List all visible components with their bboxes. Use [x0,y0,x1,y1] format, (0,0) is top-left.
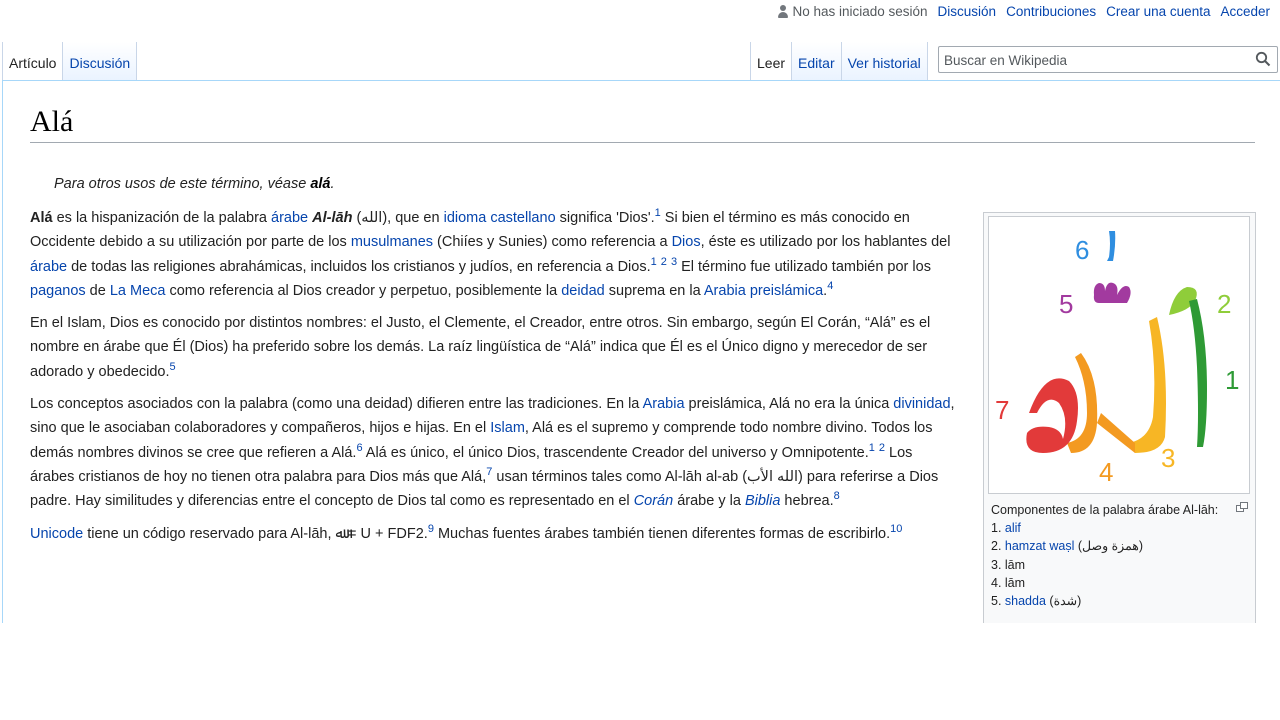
link-alif[interactable]: alif [1004,521,1021,536]
citation-2b[interactable]: 2 [878,441,886,454]
allah-components-image[interactable] [988,216,1250,494]
paragraph-2: En el Islam, Dios es conocido por distintos nombres: el Justo, el Clemente, el Creador, entre otros. Sin embargo, según El Corán, “Alá” es el nombre en árabe que Él (Dios) ha preferido sobre los demás. La raíz lingüística de “Alá” indica que Él es el Único digno y merecedor de ser adorado y obedecido.$^5$ [30,315,931,380]
hatnote: Para otros usos de este término, véase alá. [54,176,335,192]
list-item: 3. lām [991,557,1026,572]
citation-2[interactable]: 2 [660,255,667,268]
link-deidad[interactable]: deidad [561,282,605,299]
page-title: Alá [30,105,74,138]
list-item: 4. lām [991,575,1026,590]
citation-1b[interactable]: 1 [650,255,657,268]
link-arabe-2[interactable]: árabe [30,258,68,275]
search-box [938,46,1278,73]
image-number-5: 5 [1059,289,1074,319]
personal-link-login[interactable]: Acceder [1220,4,1270,19]
link-arabia[interactable]: Arabia [642,396,685,413]
not-logged-in: No has iniciado sesión [777,4,927,19]
link-idioma-castellano[interactable]: idioma castellano [443,210,556,226]
list-item: 5. shadda (شدة) [991,594,1082,609]
citation-4[interactable]: 4 [827,279,834,292]
part-3-lam [1129,317,1166,453]
article-content [2,80,1280,623]
personal-toolbar [777,4,1270,19]
view-tabs [750,42,928,80]
citation-3[interactable]: 3 [670,255,678,268]
citation-7[interactable]: 7 [486,465,493,478]
citation-8[interactable]: 8 [833,490,840,503]
enlarge-icon[interactable] [1236,502,1248,512]
image-number-1: 1 [1225,365,1240,395]
paragraph-1: Alá es la hispanización de la palabra árabe Al-lāh (الله), que en idioma castellano significa 'Dios'.$^1$ Si bien el término es más conocido en Occidente debido a su utilización por parte de los musulmanes (Chiíes y Sunies) como referencia a Dios, éste es utilizado por los hablantes del árabe de todas las religiones abrahámicas, incluidos los cristianos y judíos, en referencia a Dios.$^1$ $^2$ $^3$ El término fue utilizado también por los paganos de La Meca como referencia al Dios creador y perpetuo, posiblemente la deidad suprema en la Arabia preislámica.$^4$ [30,207,951,299]
citation-5[interactable]: 5 [169,360,176,373]
namespace-tabs [2,42,137,80]
part-5-shadda [1094,283,1131,303]
tab-edit[interactable]: Editar [792,42,842,80]
link-dios[interactable]: Dios [671,234,701,251]
image-number-6: 6 [1075,235,1090,265]
link-la-meca[interactable]: La Meca [109,282,166,299]
link-hamzat-wasl[interactable]: hamzat waṣl [1004,539,1075,554]
image-caption: Componentes de la palabra árabe Al-lāh: 1. alif 2. hamzat waṣl (همزة وصل) 3. lām 4. lām 5. shadda (شدة) [991,501,1221,610]
link-unicode[interactable]: Unicode [30,525,84,542]
infobox [983,212,1256,623]
citation-9[interactable]: 9 [427,522,434,535]
components-list [991,519,1221,610]
link-musulmanes[interactable]: musulmanes [350,234,434,251]
citation-10[interactable]: 10 [890,522,903,535]
image-number-2: 2 [1217,289,1232,319]
tab-discussion[interactable]: Discusión [63,42,137,80]
tab-article[interactable]: Artículo [2,42,63,80]
allah-calligraphy-illustration [989,217,1249,493]
link-arabe[interactable]: árabe [271,210,309,226]
citation-1[interactable]: 1 [654,207,661,219]
tab-history[interactable]: Ver historial [842,42,928,80]
list-item: 2. hamzat waṣl (همزة وصل) [991,539,1144,554]
citation-6[interactable]: 6 [356,441,363,454]
image-number-4: 4 [1099,457,1114,487]
link-coran[interactable]: Corán [633,493,674,510]
tab-read[interactable]: Leer [750,42,792,80]
article-body [30,206,960,554]
link-divinidad[interactable]: divinidad [893,396,951,413]
title-divider [30,142,1255,143]
personal-link-create-account[interactable]: Crear una cuenta [1106,4,1211,19]
personal-link-contributions[interactable]: Contribuciones [1006,4,1097,19]
link-biblia[interactable]: Biblia [744,493,781,510]
link-shadda[interactable]: shadda [1004,594,1046,609]
link-paganos[interactable]: paganos [30,282,86,299]
hatnote-link[interactable]: alá [310,176,331,192]
part-1-alif [1189,299,1207,447]
image-number-3: 3 [1161,443,1176,473]
part-6-hamza-mark [1107,231,1115,261]
link-islam[interactable]: Islam [490,420,525,437]
image-number-7: 7 [995,395,1010,425]
list-item: 1. alif [991,521,1021,536]
personal-link-discussion[interactable]: Discusión [937,4,997,19]
paragraph-4: Unicode tiene un código reservado para Al-lāh, ﷲ = U + FDF2.$^9$ Muchas fuentes árabes también tienen diferentes formas de escribirlo.$^{10}$ [30,522,903,542]
paragraph-3: Los conceptos asociados con la palabra (como una deidad) difieren entre las tradiciones. En la Arabia preislámica, Alá no era la única divinidad, sino que le asociaban colaboradores y compañeros, hijos e hijas. En el Islam, Alá es el supremo y comprende todo nombre divino. Todos los demás nombres divinos se cree que refieren a Alá.$^6$ Alá es único, el único Dios, trascendente Creador del universo y Omnipotente.$^1$ $^2$ Los árabes cristianos de hoy no tienen otra palabra para Dios más que Alá,$^7$ usan términos tales como Al-lāh al-ab (الله الأب) para referirse a Dios padre. Hay similitudes y diferencias entre el concepto de Dios tal como es representado en el Corán árabe y la Biblia hebrea.$^8$ [30,396,955,510]
search-icon[interactable] [1255,51,1271,67]
link-arabia-preislamica[interactable]: Arabia preislámica [703,282,824,299]
user-icon [777,5,789,19]
search-input[interactable] [939,47,1244,72]
part-7-ha [1026,378,1078,453]
citation-1c[interactable]: 1 [868,441,875,454]
